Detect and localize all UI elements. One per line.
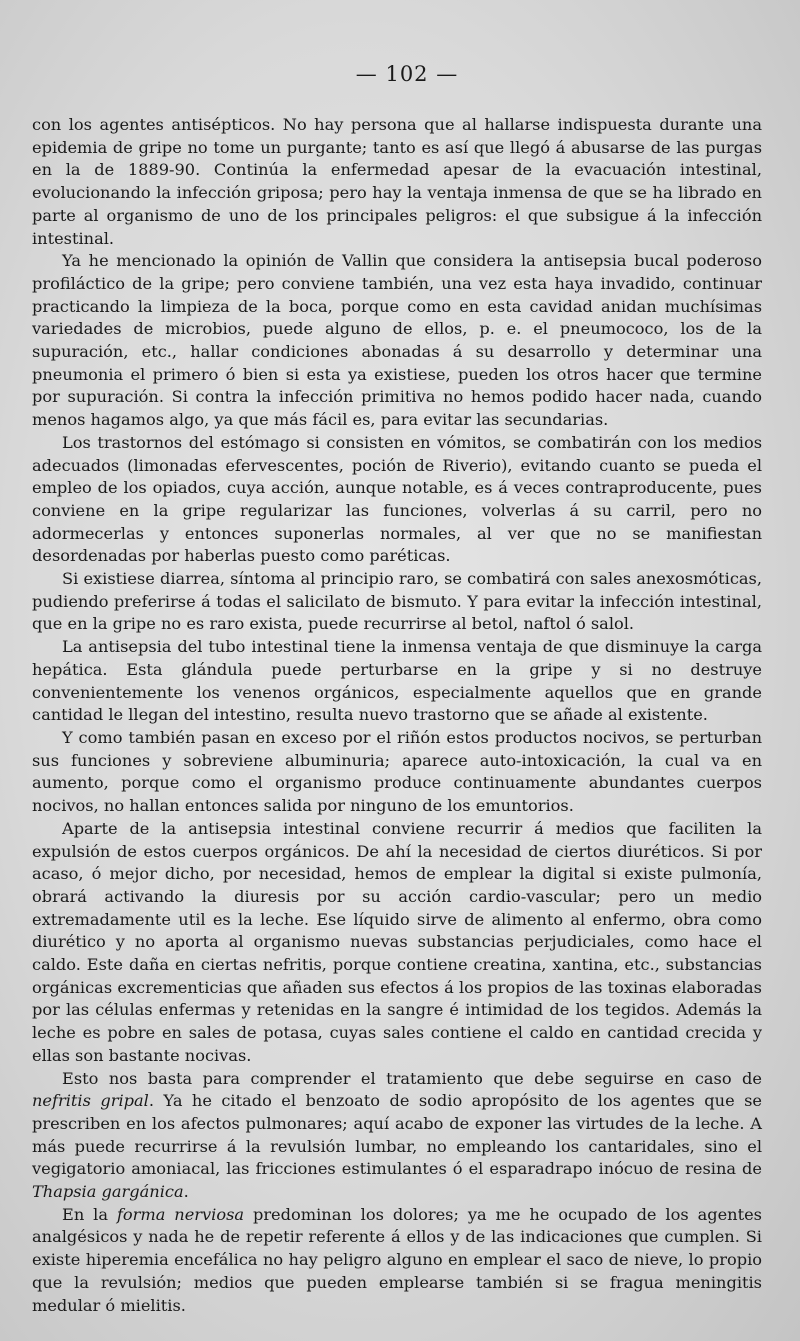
paragraph-p7 xyxy=(32,818,762,1068)
text-segment: Aparte de la antisepsia intestinal conviene recurrir á medios que faciliten la expulsión de estos cuerpos orgánicos. De ahí la necesidad de ciertos diuréticos. Si por acaso, ó mejor dicho, por necesidad, hemos de emplear la digital si existe pulmonía, obrará activando la diuresis por su acción cardio-vascular; pero un medio extremadamente util es la leche. Ese líquido sirve de alimento al enfermo, obra como diurético y no aporta al organismo nuevas substancias perjudiciales, como hace el caldo. Este daña en ciertas nefritis, porque contiene creatina, xantina, etc., substancias orgánicas excrementicias que añaden sus efectos á los propios de las toxinas elaboradas por las células enfermas y retenidas en la sangre é intimidad de los tegidos. Además la leche es pobre en sales de potasa, cuyas sales contiene el caldo en cantidad crecida y ellas son bastante nocivas. xyxy=(32,818,762,1065)
text-segment: La antisepsia del tubo intestinal tiene la inmensa ventaja de que disminuye la carga hepática. Esta glándula puede perturbarse en la gripe y si no destruye convenientemente los venenos orgánicos, especialmente aquellos que en grande cantidad le llegan del intestino, resulta nuevo trastorno que se añade al existente. xyxy=(32,637,762,725)
text-segment: . xyxy=(183,1182,189,1202)
page-number: — 102 — xyxy=(355,62,459,86)
paragraph-p1 xyxy=(32,114,762,250)
text-segment: con los agentes antisépticos. No hay persona que al hallarse indispuesta durante una epidemia de gripe no tome un purgante; tanto es así que llegó á abusarse de las purgas en la de 1889-90. Continúa la enfermedad apesar de la evacuación intestinal, evolucionando la infección griposa; pero hay la ventaja inmensa de que se ha librado en parte al organismo de uno de los principales peligros: el que subsigue á la infección intestinal. xyxy=(32,115,762,248)
paragraph-p9 xyxy=(32,1204,762,1318)
italic-term: nefritis gripal xyxy=(32,1091,149,1111)
paragraph-p3 xyxy=(32,432,762,568)
paragraph-p5 xyxy=(32,636,762,727)
italic-term: Thapsia gargánica xyxy=(32,1182,184,1202)
text-segment: Esto nos basta para comprender el tratamiento que debe seguirse en caso de xyxy=(62,1068,762,1088)
paragraph-p8 xyxy=(32,1068,762,1204)
body-text xyxy=(32,114,762,1317)
text-segment: Si existiese diarrea, síntoma al principio raro, se combatirá con sales anexosmóticas, pudiendo preferirse á todas el salicilato de bismuto. Y para evitar la infección intestinal, que en la gripe no es raro exista, puede recurrirse al betol, naftol ó salol. xyxy=(32,569,762,634)
paragraph-p6 xyxy=(32,727,762,818)
text-segment: Los trastornos del estómago si consisten en vómitos, se combatirán con los medios adecuados (limonadas efervescentes, poción de Riverio), evitando cuanto se pueda el empleo de los opiados, cuya acción, aunque notable, es á veces contraproducente, pues conviene en la gripe regularizar las funciones, volverlas á su carril, pero no adormecerlas y entonces suponerlas normales, al ver que no se manifiestan desordenadas por haberlas puesto como paréticas. xyxy=(32,432,762,566)
text-segment: . Ya he citado el benzoato de sodio apropósito de los agentes que se prescriben en los afectos pulmonares; aquí acabo de exponer las virtudes de la leche. A más puede recurrirse á la revulsión lumbar, no empleando los cantaridales, sino el vegigatorio amoniacal, las fricciones estimulantes ó el esparadrapo inócuo de resina de xyxy=(32,1091,762,1179)
paragraph-p4 xyxy=(32,568,762,636)
text-segment: Y como también pasan en exceso por el riñón estos productos nocivos, se perturban sus funciones y sobreviene albuminuria; aparece auto-intoxicación, la cual va en aumento, porque como el organismo produce continuamente abundantes cuerpos nocivos, no hallan entonces salida por ninguno de los emuntorios. xyxy=(32,727,762,816)
text-segment: En la xyxy=(62,1204,117,1224)
text-segment: predominan los dolores; ya me he ocupado de los agentes analgésicos y nada he de repetir referente á ellos y de las indicaciones que cumplen. Si existe hiperemia encefálica no hay peligro alguno en emplear el saco de nieve, lo propio que la revulsión; medios que pueden emplearse también si se fragua meningitis medular ó mielitis. xyxy=(32,1204,762,1315)
paragraph-p2 xyxy=(32,250,762,432)
italic-term: forma nerviosa xyxy=(116,1204,245,1224)
text-segment: Ya he mencionado la opinión de Vallin que considera la antisepsia bucal poderoso profiláctico de la gripe; pero conviene también, una vez esta haya invadido, continuar practicando la limpieza de la boca, porque como en esta cavidad anidan muchísimas variedades de microbios, puede alguno de ellos, p. e. el pneumococo, los de la supuración, etc., hallar condiciones abonadas á su desarrollo y determinar una pneumonia el primero ó bien si esta ya existiese, pueden los otros hacer que termine por supuración. Si contra la infección primitiva no hemos podido hacer nada, cuando menos hagamos algo, ya que más fácil es, para evitar las secundarias. xyxy=(32,251,762,430)
